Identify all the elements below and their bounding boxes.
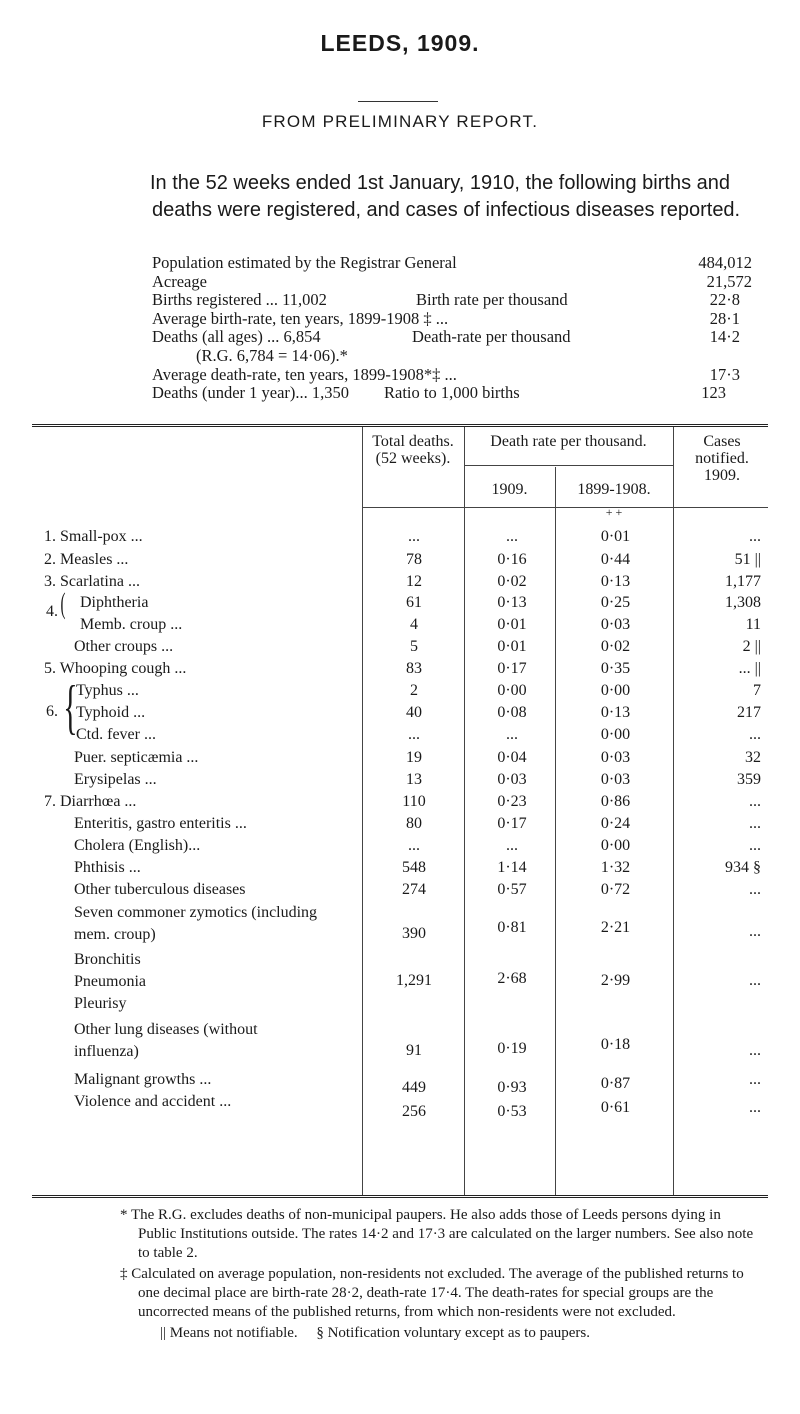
table-row bbox=[32, 550, 768, 570]
cell-cases: ... bbox=[749, 972, 761, 989]
cell-cases: ... bbox=[749, 1071, 761, 1088]
cell-1909: 0·01 bbox=[497, 638, 527, 655]
cell-1909: 2·68 bbox=[497, 970, 527, 987]
row-name: 5. Whooping cough ... bbox=[44, 660, 187, 677]
cell-1909: 0·81 bbox=[497, 919, 527, 936]
header-marks: + + bbox=[605, 505, 623, 519]
cell-1899-1908: 0·00 bbox=[600, 837, 631, 854]
cell-cases: ... bbox=[749, 923, 761, 940]
stat-label: Deaths (under 1 year)... 1,350 bbox=[152, 383, 350, 403]
row-name: Violence and accident ... bbox=[74, 1093, 232, 1110]
cell-total: 91 bbox=[406, 1042, 422, 1059]
cell-1899-1908: 0·13 bbox=[600, 704, 631, 721]
cell-1899-1908: 0·86 bbox=[600, 793, 631, 810]
cell-1909: ... bbox=[506, 726, 518, 743]
stat-value: 21,572 bbox=[706, 271, 752, 291]
cell-1909: 0·23 bbox=[497, 793, 527, 810]
cell-1899-1908: 2·21 bbox=[600, 919, 631, 936]
cell-total: 5 bbox=[410, 638, 418, 655]
table-row bbox=[32, 637, 768, 657]
cell-1909: 0·04 bbox=[497, 749, 527, 766]
cell-cases: 11 bbox=[745, 616, 761, 633]
cell-1909: ... bbox=[506, 837, 518, 854]
header-death-rate: Death rate per thousand. bbox=[490, 433, 647, 450]
table-row bbox=[32, 949, 768, 1015]
cell-1899-1908: 0·61 bbox=[600, 1099, 631, 1116]
cell-total: 449 bbox=[402, 1079, 426, 1096]
table-row bbox=[32, 681, 768, 701]
stat-label: Acreage bbox=[152, 271, 207, 291]
cell-1899-1908: 0·87 bbox=[600, 1075, 631, 1092]
header-1909: 1909. bbox=[491, 481, 528, 498]
cell-1899-1908: 0·35 bbox=[600, 660, 631, 677]
cell-total: 256 bbox=[402, 1103, 426, 1120]
stat-mid-label: Birth rate per thousand bbox=[416, 290, 568, 310]
cell-cases: 1,177 bbox=[725, 573, 761, 590]
row-name: Bronchitis Pneumonia Pleurisy bbox=[74, 951, 146, 1012]
cell-cases: ... bbox=[749, 815, 761, 832]
stat-deaths bbox=[152, 328, 752, 347]
cell-cases: ... bbox=[749, 793, 761, 810]
footnote-not-notifiable: || Means not notifiable. bbox=[160, 1325, 298, 1341]
cell-1909: 0·08 bbox=[497, 704, 527, 721]
cell-1899-1908: 0·72 bbox=[600, 881, 631, 898]
row-name: Typhoid ... bbox=[76, 704, 146, 721]
cell-1909: 0·93 bbox=[497, 1079, 527, 1096]
cell-1899-1908: 0·03 bbox=[600, 771, 631, 788]
cell-total: 1,291 bbox=[396, 972, 432, 989]
cell-1909: 0·13 bbox=[497, 594, 527, 611]
cell-cases: ... bbox=[749, 1042, 761, 1059]
stat-value: 123 bbox=[701, 383, 726, 403]
stat-label: Population estimated by the Registrar General bbox=[152, 253, 457, 272]
cell-1899-1908: 0·24 bbox=[600, 815, 631, 832]
cell-1899-1908: 0·02 bbox=[600, 638, 631, 655]
cell-total: 4 bbox=[410, 616, 418, 633]
stat-average-death-rate bbox=[152, 366, 752, 385]
row-name: 3. Scarlatina ... bbox=[44, 573, 140, 590]
cell-cases: ... bbox=[749, 1099, 761, 1116]
report-title: LEEDS, 1909. bbox=[320, 30, 480, 56]
footnote-star: * The R.G. excludes deaths of non-municipal paupers. He also adds those of Leeds persons dying in Public Institutions outside. The rates 14·2 and 17·3 are calculated on the larger numbers. See also note to table 2. bbox=[120, 1207, 754, 1261]
row-name: Diphtheria bbox=[80, 594, 149, 611]
row-name: Phthisis ... bbox=[74, 859, 141, 876]
cell-1909: 0·17 bbox=[497, 660, 527, 677]
cell-1899-1908: 0·00 bbox=[600, 726, 631, 743]
row-name: Malignant growths ... bbox=[74, 1071, 212, 1088]
table-row bbox=[32, 748, 768, 768]
row-name: Memb. croup ... bbox=[80, 616, 183, 633]
table-row bbox=[32, 880, 768, 900]
cell-cases: ... || bbox=[738, 660, 761, 677]
cell-total: 19 bbox=[406, 749, 422, 766]
cell-cases: 32 bbox=[745, 749, 761, 766]
cell-total: 2 bbox=[410, 682, 418, 699]
cell-total: ... bbox=[408, 837, 420, 854]
cell-cases: 51 || bbox=[734, 551, 761, 568]
row-name: Seven commoner zymotics (including mem. croup) bbox=[74, 904, 318, 943]
stat-mid-label: Death-rate per thousand bbox=[412, 327, 571, 347]
cell-1909: 0·03 bbox=[497, 771, 527, 788]
cell-total: ... bbox=[408, 528, 420, 545]
cell-1909: 1·14 bbox=[497, 859, 527, 876]
row-name: Other lung diseases (without influenza) bbox=[74, 1021, 258, 1060]
stat-label: (R.G. 6,784 = 14·06).* bbox=[196, 345, 348, 365]
table-row bbox=[32, 615, 768, 635]
group-brace: { bbox=[63, 674, 78, 740]
footnote-symbols bbox=[120, 1324, 590, 1343]
table-row bbox=[32, 1019, 768, 1063]
cell-total: 61 bbox=[406, 594, 422, 611]
table-row bbox=[32, 902, 768, 946]
cell-total: 390 bbox=[402, 925, 426, 942]
row-number: 6. bbox=[46, 703, 58, 720]
cell-total: 12 bbox=[406, 573, 422, 590]
stat-value: 22·8 bbox=[709, 290, 740, 310]
header-total-deaths: Total deaths. (52 weeks). bbox=[372, 433, 454, 467]
cell-1899-1908: 0·13 bbox=[600, 573, 631, 590]
stat-acreage bbox=[152, 273, 752, 292]
table-row bbox=[32, 703, 768, 723]
row-name: Erysipelas ... bbox=[74, 771, 157, 788]
footnotes bbox=[120, 1206, 760, 1343]
cell-1909: 0·57 bbox=[497, 881, 527, 898]
cell-1909: 0·00 bbox=[497, 682, 527, 699]
table-row bbox=[32, 814, 768, 834]
table-row bbox=[32, 725, 768, 745]
stat-value: 484,012 bbox=[698, 253, 752, 272]
cell-total: 274 bbox=[402, 881, 426, 898]
cell-1899-1908: 0·03 bbox=[600, 616, 631, 633]
stat-label: Deaths (all ages) ... 6,854 bbox=[152, 327, 321, 347]
cell-1899-1908: 0·00 bbox=[600, 682, 631, 699]
cell-1899-1908: 0·18 bbox=[600, 1036, 631, 1053]
cell-1909: ... bbox=[506, 528, 518, 545]
cell-1899-1908: 0·44 bbox=[600, 551, 631, 568]
cell-1899-1908: 0·03 bbox=[600, 749, 631, 766]
group-brace: ( bbox=[60, 587, 66, 620]
cell-total: 80 bbox=[406, 815, 422, 832]
stat-infant-deaths bbox=[152, 384, 752, 403]
row-number: 4. bbox=[46, 603, 58, 620]
cell-1899-1908: 2·99 bbox=[600, 972, 631, 989]
cell-cases: ... bbox=[749, 837, 761, 854]
table-row bbox=[32, 858, 768, 878]
cell-cases: 1,308 bbox=[725, 594, 761, 611]
stat-value: 28·1 bbox=[709, 308, 740, 328]
cell-total: 78 bbox=[406, 551, 422, 568]
cell-1899-1908: 0·01 bbox=[600, 528, 631, 545]
table-row bbox=[32, 792, 768, 812]
row-name: Enteritis, gastro enteritis ... bbox=[74, 815, 247, 832]
disease-table bbox=[32, 424, 768, 1198]
stat-label: Births registered ... 11,002 bbox=[152, 290, 327, 310]
stat-value: 14·2 bbox=[709, 327, 740, 347]
cell-total: 40 bbox=[406, 704, 422, 721]
stat-label: Average birth-rate, ten years, 1899-1908 ‡ ... bbox=[152, 308, 449, 328]
stat-value: 17·3 bbox=[709, 364, 740, 384]
cell-cases: 359 bbox=[737, 771, 761, 788]
cell-1899-1908: 0·25 bbox=[600, 594, 631, 611]
stat-population bbox=[152, 254, 752, 273]
stat-label: Average death-rate, ten years, 1899-1908*‡ ... bbox=[152, 364, 457, 384]
table-row bbox=[32, 572, 768, 592]
cell-1909: 0·53 bbox=[497, 1103, 527, 1120]
stat-mid-label: Ratio to 1,000 births bbox=[384, 383, 520, 403]
table-row bbox=[32, 593, 768, 613]
cell-cases: ... bbox=[749, 726, 761, 743]
row-name: Other croups ... bbox=[74, 638, 174, 655]
cell-1909: 0·17 bbox=[497, 815, 527, 832]
row-name: 7. Diarrhœa ... bbox=[44, 793, 137, 810]
footnote-double-dagger: ‡ Calculated on average population, non-residents not excluded. The average of the published returns to one decimal place are birth-rate 28·2, death-rate 17·4. The death-rates for special groups are the uncorrected means of the published returns, from which non-residents were not excluded. bbox=[120, 1266, 744, 1320]
cell-total: 548 bbox=[402, 859, 426, 876]
cell-cases: 2 || bbox=[742, 638, 761, 655]
row-name: Typhus ... bbox=[76, 682, 139, 699]
cell-1909: 0·16 bbox=[497, 551, 527, 568]
table-row bbox=[32, 770, 768, 790]
cell-1909: 0·19 bbox=[497, 1040, 527, 1057]
row-name: 1. Small-pox ... bbox=[44, 528, 143, 545]
footnote-voluntary: § Notification voluntary except as to paupers. bbox=[316, 1325, 590, 1341]
stat-average-birth-rate bbox=[152, 310, 752, 329]
summary-stats bbox=[152, 254, 752, 403]
cell-1899-1908: 1·32 bbox=[600, 859, 631, 876]
table-row bbox=[32, 527, 768, 547]
header-1899-1908: 1899-1908. bbox=[577, 481, 651, 498]
cell-total: 83 bbox=[406, 660, 422, 677]
row-name: Puer. septicæmia ... bbox=[74, 749, 199, 766]
table-row bbox=[32, 1092, 768, 1120]
cell-1909: 0·01 bbox=[497, 616, 527, 633]
table-row bbox=[32, 659, 768, 679]
intro-paragraph: In the 52 weeks ended 1st January, 1910, the following births and deaths were registered, and cases of infectious diseases reported. bbox=[150, 172, 741, 221]
cell-total: 13 bbox=[406, 771, 422, 788]
header-rule bbox=[464, 465, 673, 466]
cell-cases: 7 bbox=[753, 682, 761, 699]
cell-cases: 217 bbox=[737, 704, 761, 721]
cell-cases: ... bbox=[749, 881, 761, 898]
cell-total: 110 bbox=[402, 793, 426, 810]
row-name: Other tuberculous diseases bbox=[74, 881, 246, 898]
table-row bbox=[32, 836, 768, 856]
row-name: Cholera (English)... bbox=[74, 837, 201, 854]
title-rule bbox=[358, 101, 438, 102]
header-cases-notified: Cases notified. 1909. bbox=[695, 433, 749, 484]
stat-births bbox=[152, 291, 752, 310]
stat-rg-note bbox=[152, 347, 752, 366]
row-name: Ctd. fever ... bbox=[76, 726, 156, 743]
cell-total: ... bbox=[408, 726, 420, 743]
row-name: 2. Measles ... bbox=[44, 551, 129, 568]
table-row bbox=[32, 1070, 768, 1096]
cell-cases: 934 § bbox=[725, 859, 761, 876]
cell-1909: 0·02 bbox=[497, 573, 527, 590]
report-subtitle: FROM PRELIMINARY REPORT. bbox=[261, 112, 539, 131]
cell-cases: ... bbox=[749, 528, 761, 545]
